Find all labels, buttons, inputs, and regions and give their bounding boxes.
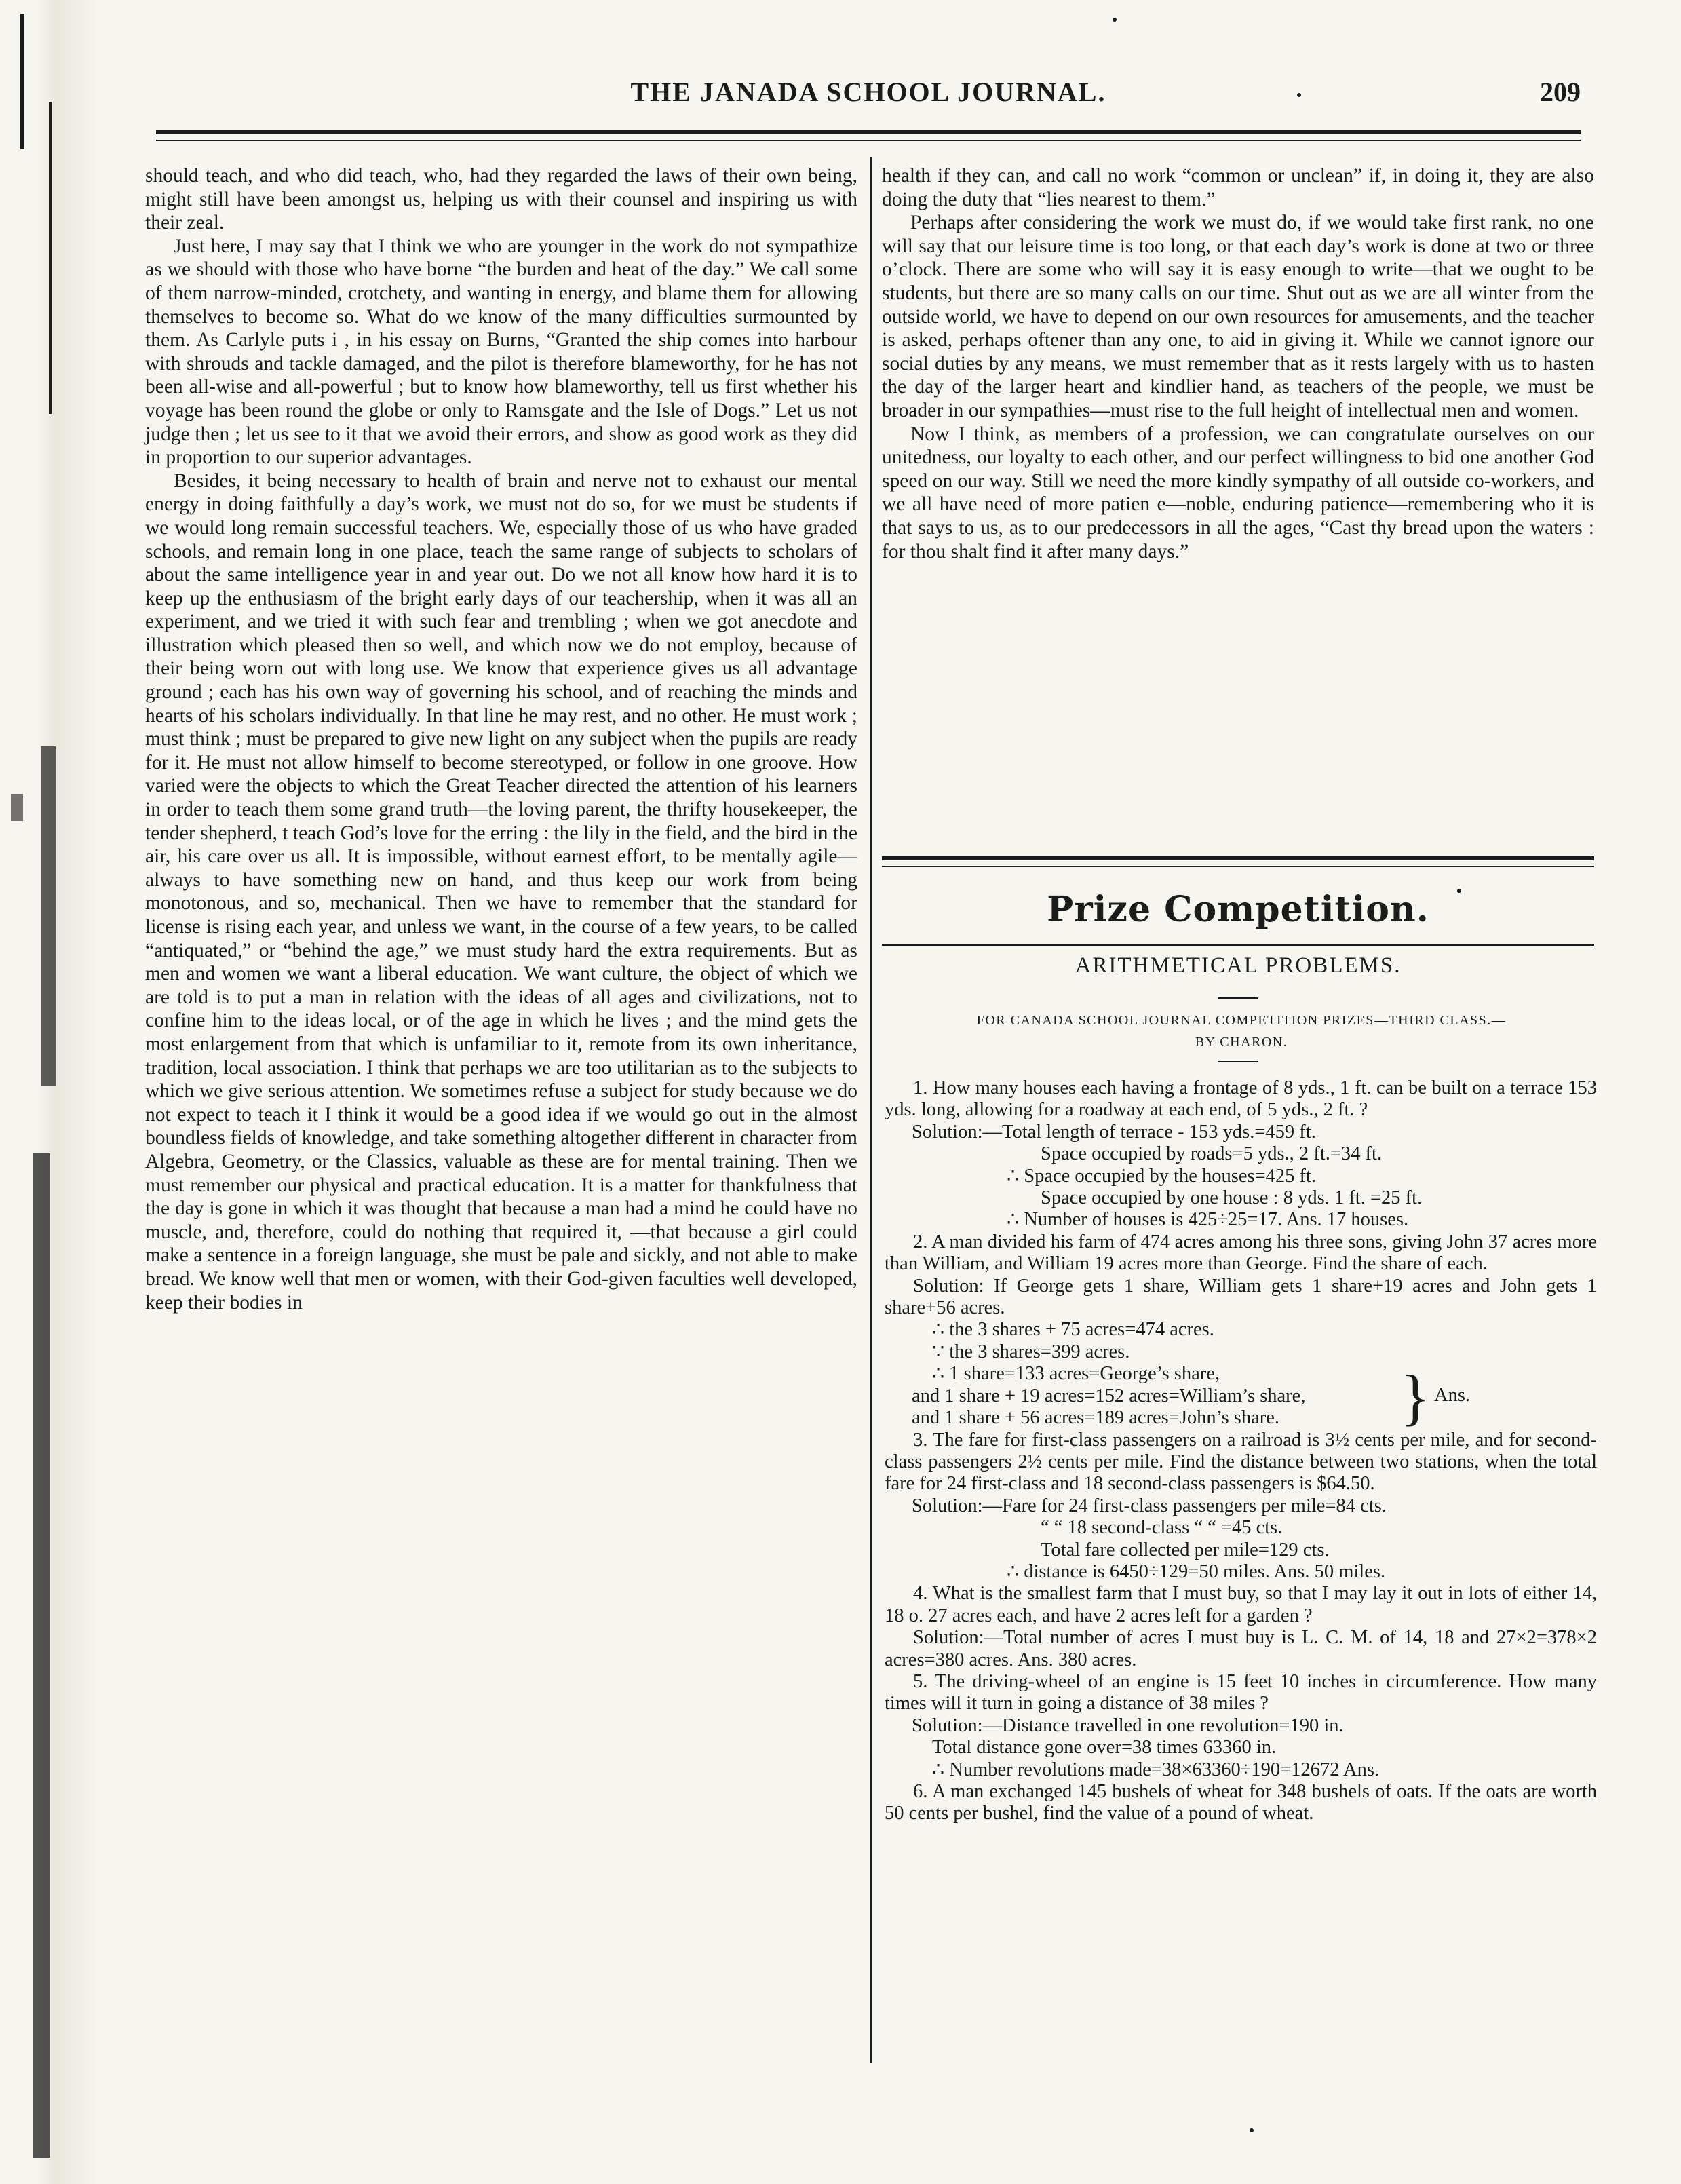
paragraph: Just here, I may say that I think we who are younger in the work do not sympathize as we should with those who have borne “the burden and heat of the day.” We call some of them narrow-minded, crotchety, and wanting in energy, and blame them for allowing themselves to become so. What do we know of the many difficulties surmounted by them. As Carlyle puts i , in his essay on Burns, “Granted the ship comes into harbour with shrouds and tackle damaged, and the pilot is therefore blameworthy, for he has not been all-wise and all-powerful ; but to know how blameworthy, tell us first whether his voyage has been round the globe or only to Ramsgate and the Isle of Dogs.” Let us not judge then ; let us see to it that we avoid their errors, and show as good work as they did in proportion to our superior advantages. xyxy=(145,235,857,469)
subtitle-line: FOR CANADA SCHOOL JOURNAL COMPETITION PRIZES—THIRD CLASS.— xyxy=(976,1013,1507,1028)
solution-line: Total distance gone over=38 times 63360 in. xyxy=(932,1737,1277,1759)
subtitle-rule xyxy=(1218,1061,1258,1062)
section-rule-thick xyxy=(882,856,1594,860)
paragraph: Now I think, as members of a profession, we can congratulate ourselves on our unitedness, our loyalty to each other, and our perfect willingness to bid one another God speed on our way. Still we need the more kindly sympathy of all outside co-workers, and we all have need of more patien e—noble, enduring patience—remembering who it is that says to us, as to our predecessors in all the ages, “Cast thy bread upon the waters : for thou shalt find it after many days.” xyxy=(882,423,1594,562)
solution-line: and 1 share + 19 acres=152 acres=William’s share, xyxy=(912,1385,1306,1406)
solution-line: ∴ Number of houses is 425÷25=17. Ans. 17 houses. xyxy=(1007,1209,1409,1231)
heading-rule xyxy=(882,944,1594,946)
page-header xyxy=(156,76,1581,117)
header-rule-thin xyxy=(156,140,1581,141)
section-rule-thin xyxy=(882,866,1594,867)
arithmetic-problems xyxy=(885,1077,1597,1825)
solution-line: Solution:—Fare for 24 first-class passengers per mile=84 cts. xyxy=(912,1495,1387,1516)
paragraph: Perhaps after considering the work we must do, if we would take first rank, no one will say that our leisure time is too long, or that each day’s work is done at two or three o’clock. There are some who will say it is easy enough to write—that we ought to be students, but there are so many calls on our time. Shut out as we are all winter from the outside world, we have to depend on our own resources for amusements, and the teacher is asked, perhaps oftener than any one, to aid in giving it. While we cannot ignore our social duties by any means, we must remember that as it rests largely with us to hasten the day of the larger heart and kindlier hand, as teachers of the people, we must be broader in our sympathies—must rise to the full height of intellectual men and women. xyxy=(882,212,1594,421)
section-title: ARITHMETICAL PROBLEMS. xyxy=(1075,953,1402,978)
solution-line: ∴ distance is 6450÷129=50 miles. Ans. 50 miles. xyxy=(1007,1560,1386,1582)
solution-line: Solution:—Distance travelled in one revolution=190 in. xyxy=(912,1714,1344,1736)
problem-5: 5. The driving-wheel of an engine is 15 feet 10 inches in circumference. How many times will it turn in going a distance of 38 miles ? xyxy=(885,1670,1597,1714)
brace-icon: } xyxy=(1400,1362,1431,1432)
solution-line: and 1 share + 56 acres=189 acres=John’s share. xyxy=(912,1407,1280,1429)
solution-line: Solution:—Total number of acres I must buy is L. C. M. of 14, 18 and 27×2=378×2 acres=380 acres. Ans. 380 acres. xyxy=(885,1627,1597,1670)
scan-speck xyxy=(1113,18,1117,22)
column-divider xyxy=(870,157,872,2063)
solution-line: Total fare collected per mile=129 cts. xyxy=(1041,1539,1330,1560)
solution-line: ∴ Space occupied by the houses=425 ft. xyxy=(1007,1165,1317,1187)
section-subtitle xyxy=(889,1010,1594,1053)
subtitle-line: BY CHARON. xyxy=(1195,1035,1288,1050)
solution-line: ∴ Number revolutions made=38×63360÷190=12672 Ans. xyxy=(932,1759,1380,1780)
answer-group xyxy=(885,1362,1597,1432)
running-title: THE JANADA SCHOOL JOURNAL. xyxy=(630,77,1106,107)
scan-speck xyxy=(1250,2128,1254,2132)
problem-1: 1. How many houses each having a frontage of 8 yds., 1 ft. can be built on a terrace 153 yds. long, allowing for a roadway at each end, of 5 yds., 2 ft. ? xyxy=(885,1077,1597,1121)
title-rule xyxy=(1218,997,1258,999)
solution-line: ∴ the 3 shares + 75 acres=474 acres. xyxy=(932,1319,1214,1341)
answer-label: Ans. xyxy=(1434,1385,1471,1406)
solution-line: “ “ 18 second-class “ “ =45 cts. xyxy=(1041,1517,1283,1539)
right-column xyxy=(882,164,1594,563)
scan-binding-mark xyxy=(11,794,23,821)
solution-line: Space occupied by one house : 8 yds. 1 ft. =25 ft. xyxy=(1041,1187,1423,1209)
left-column xyxy=(145,164,857,1314)
solution-line: Space occupied by roads=5 yds., 2 ft.=34 ft. xyxy=(1041,1143,1383,1165)
header-rule-thick xyxy=(156,130,1581,134)
paragraph: health if they can, and call no work “common or unclean” if, in doing it, they are also doing the duty that “lies nearest to them.” xyxy=(882,165,1594,210)
problem-2: 2. A man divided his farm of 474 acres among his three sons, giving John 37 acres more than William, and William 19 acres more than George. Find the share of each. xyxy=(885,1231,1597,1275)
scan-binding-mark xyxy=(41,746,56,1086)
scan-binding-mark xyxy=(33,1153,50,2158)
page-number: 209 xyxy=(1540,77,1581,107)
prize-competition-heading: Prize Competition. xyxy=(1047,889,1429,930)
solution-line: Solution: If George gets 1 share, William gets 1 share+19 acres and John gets 1 share+56 acres. xyxy=(885,1275,1597,1319)
solution-line: ∵ the 3 shares=399 acres. xyxy=(932,1341,1130,1362)
solution-line: Solution:—Total length of terrace - 153 yds.=459 ft. xyxy=(912,1121,1316,1143)
problem-4: 4. What is the smallest farm that I must buy, so that I may lay it out in lots of either 14, 18 o. 27 acres each, and have 2 acres left for a garden ? xyxy=(885,1583,1597,1626)
paragraph: should teach, and who did teach, who, had they regarded the laws of their own being, might still have been amongst us, helping us with their counsel and inspiring us with their zeal. xyxy=(145,165,857,234)
scan-binding-mark xyxy=(49,102,52,414)
scan-binding-mark xyxy=(20,14,24,149)
solution-line: ∴ 1 share=133 acres=George’s share, xyxy=(932,1363,1220,1385)
paragraph: Besides, it being necessary to health of brain and nerve not to exhaust our mental energy in doing faithfully a day’s work, we must not do so, for we must be students if we would long remain successful teachers. We, especially those of us who have graded schools, and remain long in one place, teach the same range of subjects to scholars of about the same intelligence year in and year out. Do we not all know how hard it is to keep up the enthusiasm of the bright early days of our teachership, when it was all an experiment, and we tried it with such fear and trembling ; when we got anecdote and illustration which pleased then so well, and which now we do not employ, because of their being worn out with long use. We know that experience gives us all advantage ground ; each has his own way of governing his school, and of reaching the minds and hearts of his scholars individually. In that line he may rest, and no other. He must work ; must think ; must be prepared to give new light on any subject when the pupils are ready for it. He must not allow himself to become stereotyped, or follow in one groove. How varied were the objects to which the Great Teacher directed the attention of his learners in order to teach them some grand truth—the loving parent, the thrifty housekeeper, the tender shepherd, t teach God’s love for the erring : the lily in the field, and the bird in the air, his care over us all. It is impossible, without earnest effort, to be mentally agile—always to have something new on hand, and thus keep our work from being monotonous, and so, mechanical. Then we have to remember that the standard for license is rising each year, and unless we want, in the course of a few years, to be called “antiquated,” or “behind the age,” we must study hard the extra requirements. But as men and women we want a liberal education. We want culture, the object of which we are told is to put a man in relation with the ideas of all ages and civilizations, not to confine him to the ideas local, or of the age in which he lives ; and the mind gets the most enlargement from that which is unfamiliar to it, remote from its own inheritance, tradition, local association. I think that perhaps we are too utilitarian as to the subjects to which we give serious attention. We sometimes refuse a subject for study because we do not expect to teach it I think it would be a good idea if we would go out in the almost boundless fields of knowledge, and take something altogether different in character from Algebra, Geometry, or the Classics, valuable as these are for mental training. Then we must remember our physical and practical education. It is a matter for thankfulness that the day is gone in which it was thought that because a man had a mind he could have no muscle, and, therefore, could do nothing that required it, —that because a girl could make a sentence in a foreign language, she must be pale and sickly, and not able to make bread. We know well that men or women, with their God-given faculties well developed, keep their bodies in xyxy=(145,470,857,1314)
problem-6: 6. A man exchanged 145 bushels of wheat for 348 bushels of oats. If the oats are worth 50 cents per bushel, find the value of a pound of wheat. xyxy=(885,1781,1597,1824)
problem-3: 3. The fare for first-class passengers on a railroad is 3½ cents per mile, and for second-class passengers 2½ cents per mile. Find the distance between two stations, when the total fare for 24 first-class and 18 second-class passengers is $64.50. xyxy=(885,1429,1597,1495)
